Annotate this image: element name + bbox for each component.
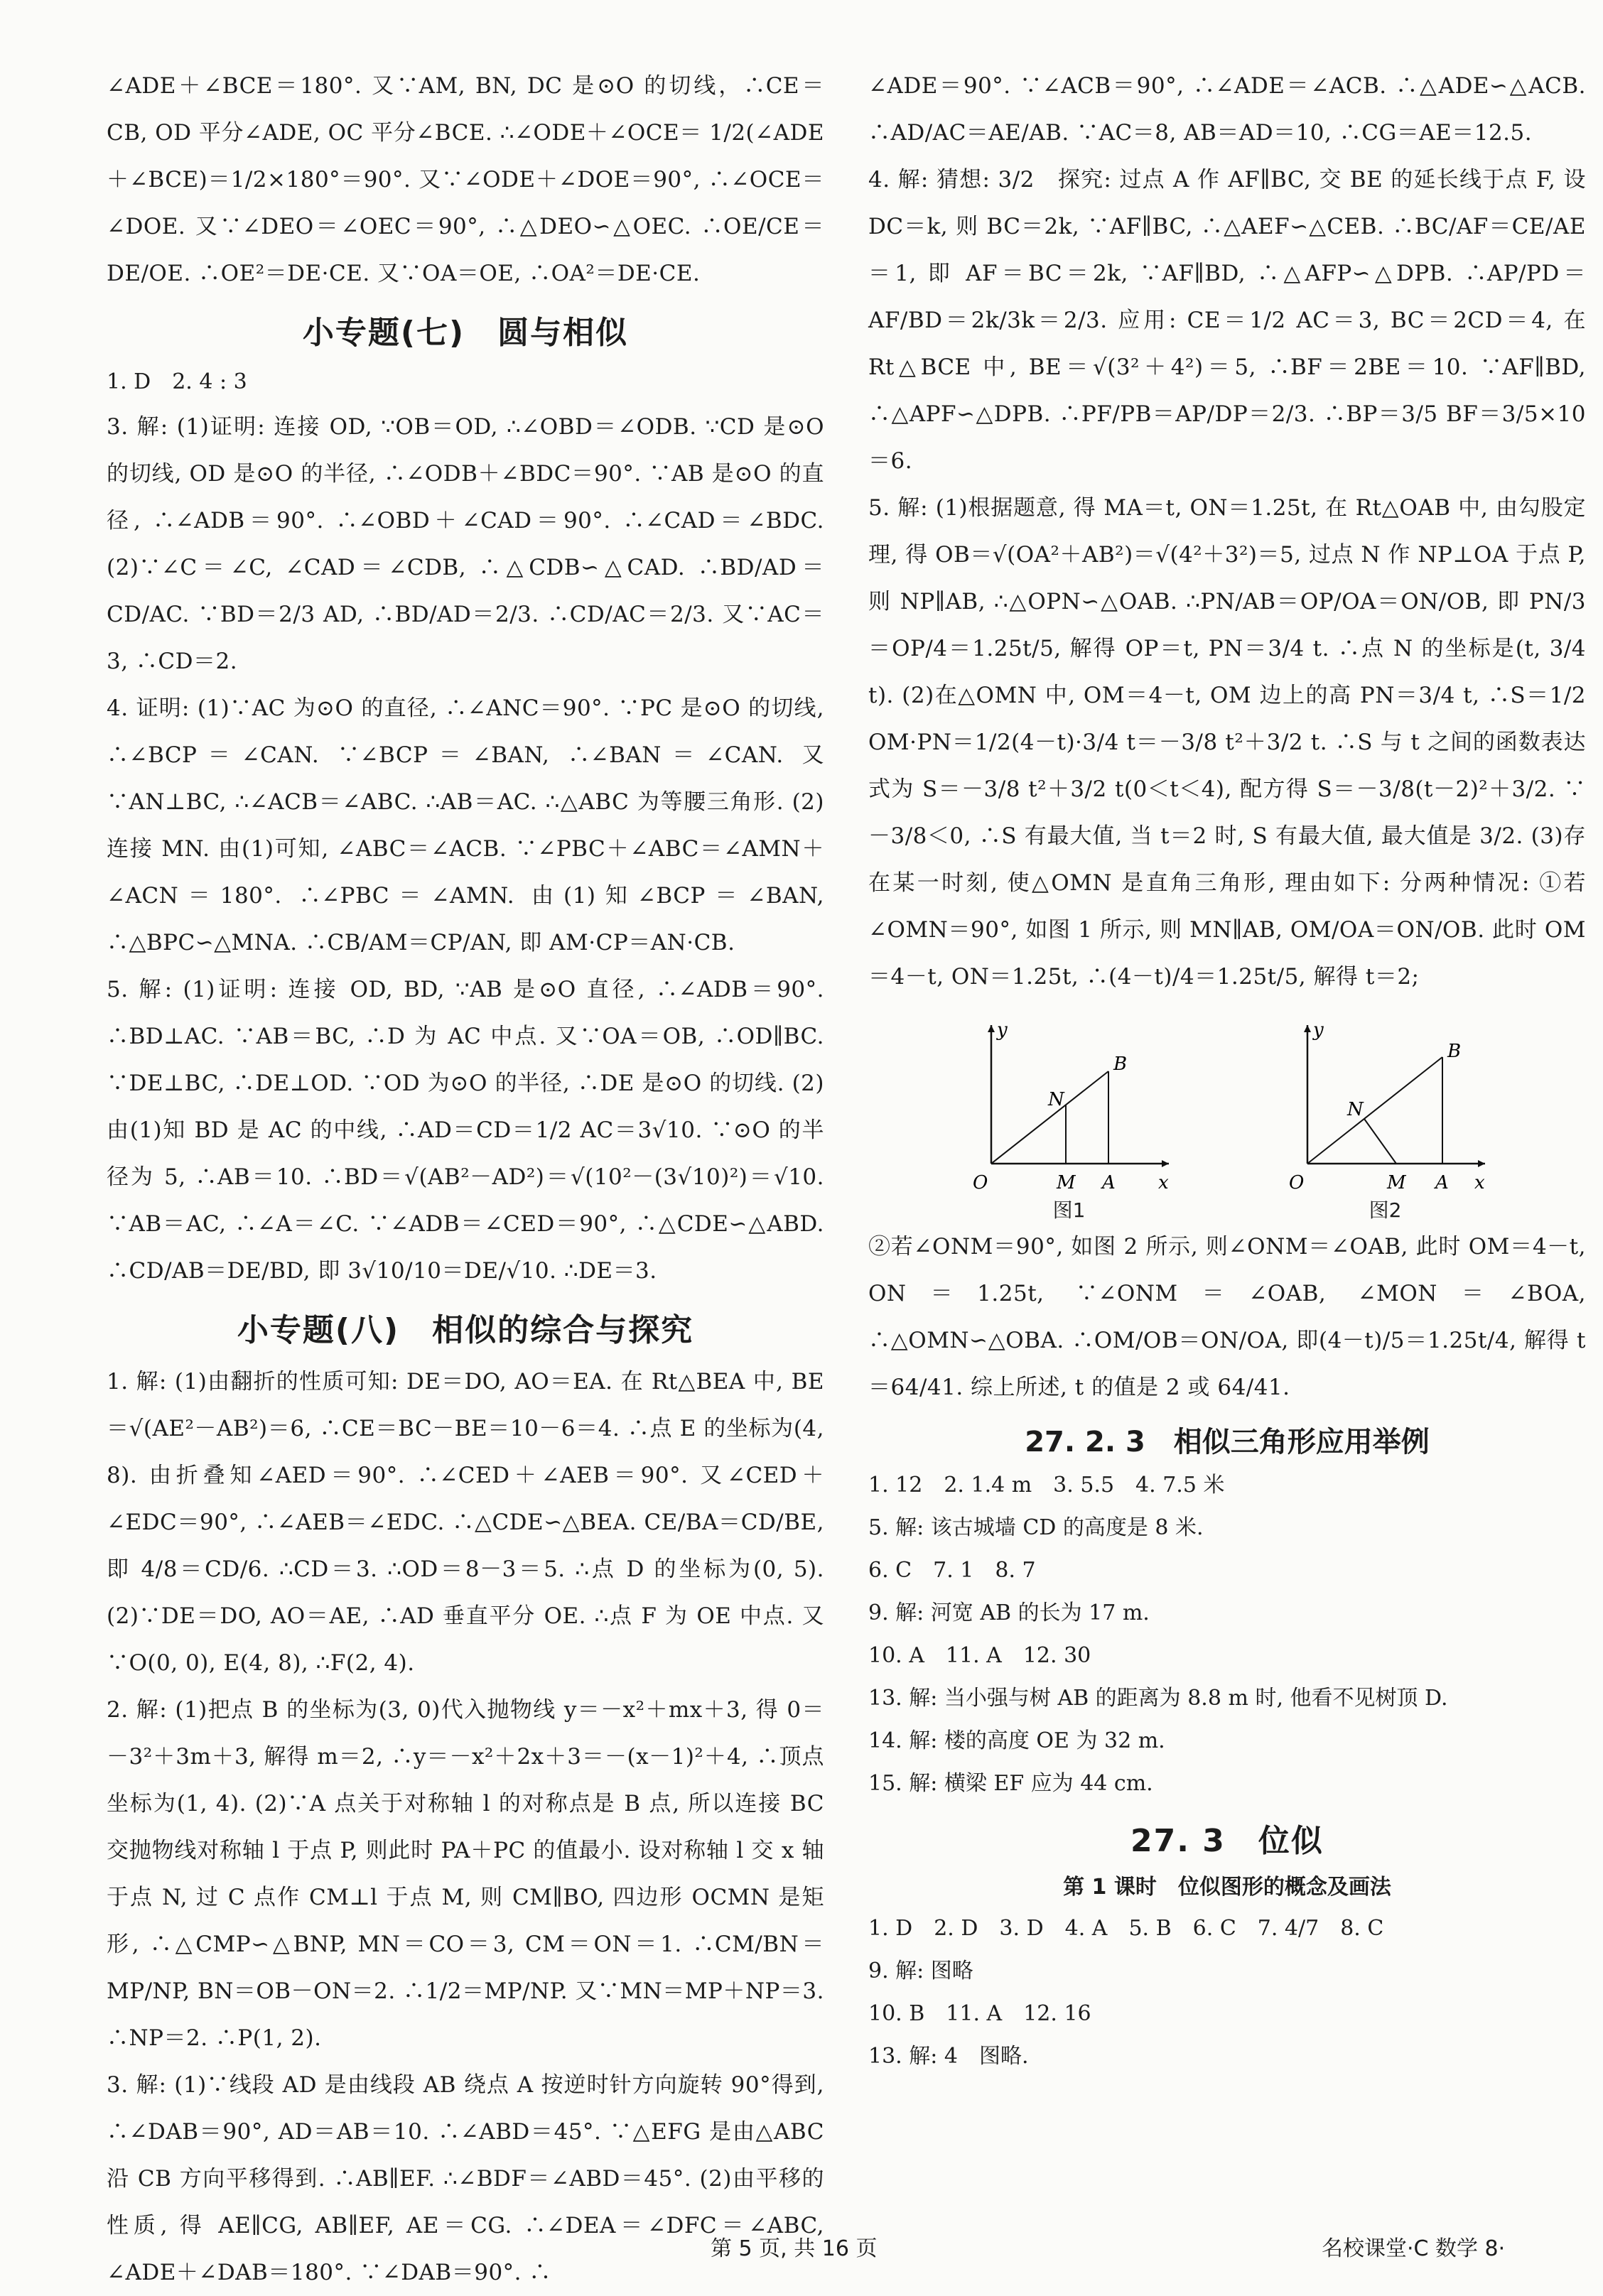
section-heading-8: 小专题(八) 相似的综合与探究 (237, 1312, 694, 1348)
figure-2 (1258, 1014, 1513, 1223)
paragraph: ∠ADE＋∠BCE＝180°. 又∵AM, BN, DC 是⊙O 的切线，∴CE＝CB, OD 平分∠ADE, OC 平分∠BCE. ∴∠ODE＋∠OCE＝ 1/2(∠ADE＋∠BCE)＝1/2×180°＝90°. 又∵∠ODE＋∠DOE＝90°, ∴∠OCE＝∠DOE. 又∵∠DEO＝∠OEC＝90°, ∴△DEO∽△OEC. ∴OE/CE＝DE/OE. ∴OE²＝DE·CE. 又∵OA＝OE, ∴OA²＝DE·CE. (107, 73, 824, 286)
answer-line: 14. 解: 楼的高度 OE 为 32 m. (868, 1728, 1165, 1753)
paragraph: 4. 解: 猜想: 3/2 探究: 过点 A 作 AF∥BC, 交 BE 的延长线于点 F, 设 DC＝k, 则 BC＝2k, ∵AF∥BC, ∴△AEF∽△CEB. ∴BC/AF＝CE/AE＝1, 即 AF＝BC＝2k, ∵AF∥BD, ∴△AFP∽△DPB. ∴AP/PD＝AF/BD＝2k/3k＝2/3. 应用: CE＝1/2 AC＝3, BC＝2CD＝4, 在 Rt△BCE 中, BE＝√(3²＋4²)＝5, ∴BF＝2BE＝10. ∵AF∥BD, ∴△APF∽△DPB. ∴PF/PB＝AP/DP＝2/3. ∴BP＝3/5 BF＝3/5×10＝6. (868, 167, 1586, 474)
lesson-heading: 第 1 课时 位似图形的概念及画法 (1063, 1875, 1391, 1900)
paragraph: 2. 解: (1)把点 B 的坐标为(3, 0)代入抛物线 y＝－x²＋mx＋3, 得 0＝－3²＋3m＋3, 解得 m＝2, ∴y＝－x²＋2x＋3＝－(x－1)²＋4, ∴顶点坐标为(1, 4). (2)∵A 点关于对称轴 l 的对称点是 B 点, 所以连接 BC 交抛物线对称轴 l 于点 P, 则此时 PA＋PC 的值最小. 设对称轴 l 交 x 轴于点 N, 过 C 点作 CM⊥l 于点 M, 则 CM∥BO, 四边形 OCMN 是矩形, ∴△CMP∽△BNP, MN＝CO＝3, CM＝ON＝1. ∴CM/BN＝MP/NP, BN＝OB－ON＝2. ∴1/2＝MP/NP. 又∵MN＝MP＋NP＝3. ∴NP＝2. ∴P(1, 2). (107, 1697, 824, 2051)
paragraph: 5. 解: (1)证明: 连接 OD, BD, ∵AB 是⊙O 直径, ∴∠ADB＝90°. ∴BD⊥AC. ∵AB＝BC, ∴D 为 AC 中点. 又∵OA＝OB, ∴OD∥BC. ∵DE⊥BC, ∴DE⊥OD. ∵OD 为⊙O 的半径, ∴DE 是⊙O 的切线. (2)由(1)知 BD 是 AC 的中线, ∴AD＝CD＝1/2 AC＝3√10. ∵⊙O 的半径为 5, ∴AB＝10. ∴BD＝√(AB²－AD²)＝√(10²－(3√10)²)＝√10. ∵AB＝AC, ∴∠A＝∠C. ∵∠ADB＝∠CED＝90°, ∴△CDE∽△ABD. ∴CD/AB＝DE/BD, 即 3√10/10＝DE/√10. ∴DE＝3. (107, 977, 824, 1284)
left-column (107, 63, 824, 2296)
figure-2-caption: 图2 (1369, 1198, 1402, 1222)
paragraph: ∠ADE＝90°. ∵∠ACB＝90°, ∴∠ADE＝∠ACB. ∴△ADE∽△ACB. ∴AD/AC＝AE/AB. ∵AC＝8, AB＝AD＝10, ∴CG＝AE＝12.5. (868, 73, 1586, 146)
brand-label: 名校课堂·C 数学 8· (1322, 2236, 1506, 2261)
answer-line: 10. A 11. A 12. 30 (868, 1643, 1091, 1668)
paragraph: ②若∠ONM＝90°, 如图 2 所示, 则∠ONM＝∠OAB, 此时 OM＝4－t, ON＝1.25t, ∵∠ONM＝∠OAB, ∠MON＝∠BOA, ∴△OMN∽△OBA. ∴OM/OB＝ON/OA, 即(4－t)/5＝1.25t/4, 解得 t＝64/41. 综上所述, t 的值是 2 或 64/41. (868, 1234, 1586, 1400)
paragraph: 5. 解: (1)根据题意, 得 MA＝t, ON＝1.25t, 在 Rt△OAB 中, 由勾股定理, 得 OB＝√(OA²＋AB²)＝√(4²＋3²)＝5, 过点 N 作 NP⊥OA 于点 P, 则 NP∥AB, ∴△OPN∽△OAB. ∴PN/AB＝OP/OA＝ON/OB, 即 PN/3＝OP/4＝1.25t/5, 解得 OP＝t, PN＝3/4 t. ∴点 N 的坐标是(t, 3/4 t). (2)在△OMN 中, OM＝4－t, OM 边上的高 PN＝3/4 t, ∴S＝1/2 OM·PN＝1/2(4－t)·3/4 t＝－3/8 t²＋3/2 t. ∴S 与 t 之间的函数表达式为 S＝－3/8 t²＋3/2 t(0＜t＜4), 配方得 S＝－3/8(t－2)²＋3/2. ∵－3/8＜0, ∴S 有最大值, 当 t＝2 时, S 有最大值, 最大值是 3/2. (3)存在某一时刻, 使△OMN 是直角三角形, 理由如下: 分两种情况: ①若∠OMN＝90°, 如图 1 所示, 则 MN∥AB, OM/OA＝ON/OB. 此时 OM＝4－t, ON＝1.25t, ∴(4－t)/4＝1.25t/5, 解得 t＝2; (868, 495, 1586, 990)
fig2-label-N: N (1346, 1099, 1364, 1120)
paragraph: 3. 解: (1)∵线段 AD 是由线段 AB 绕点 A 按逆时针方向旋转 90°得到, ∴∠DAB＝90°, AD＝AB＝10. ∴∠ABD＝45°. ∵△EFG 是由△ABC 沿 CB 方向平移得到. ∴AB∥EF. ∴∠BDF＝∠ABD＝45°. (2)由平移的性质, 得 AE∥CG, AB∥EF, AE＝CG. ∴∠DEA＝∠DFC＝∠ABC, ∠ADE＋∠DAB＝180°. ∵∠DAB＝90°. ∴ (107, 2072, 824, 2285)
figure-1-caption: 图1 (1052, 1198, 1086, 1222)
figure-1 (941, 1014, 1197, 1223)
answer-line: 10. B 11. A 12. 16 (868, 2001, 1091, 2026)
right-column (868, 63, 1586, 2078)
section-heading-27-3: 27. 3 位似 (1130, 1823, 1324, 1859)
fig1-label-A: A (1101, 1172, 1116, 1193)
fig2-label-M: M (1386, 1172, 1406, 1193)
paragraph: 4. 证明: (1)∵AC 为⊙O 的直径, ∴∠ANC＝90°. ∵PC 是⊙O 的切线, ∴∠BCP＝∠CAN. ∵∠BCP＝∠BAN, ∴∠BAN＝∠CAN. 又∵AN⊥BC, ∴∠ACB＝∠ABC. ∴AB＝AC. ∴△ABC 为等腰三角形. (2)连接 MN. 由(1)可知, ∠ABC＝∠ACB. ∵∠PBC＋∠ABC＝∠AMN＋∠ACN＝180°. ∴∠PBC＝∠AMN. 由(1)知∠BCP＝∠BAN, ∴△BPC∽△MNA. ∴CB/AM＝CP/AN, 即 AM·CP＝AN·CB. (107, 695, 824, 955)
fig1-label-y: y (996, 1019, 1008, 1041)
figure-2-diagram (1279, 1014, 1492, 1199)
answer-line: 9. 解: 图略 (868, 1959, 973, 1983)
fig1-label-B: B (1113, 1054, 1127, 1075)
fig1-label-N: N (1047, 1089, 1064, 1110)
page-number: 第 5 页, 共 16 页 (711, 2236, 878, 2261)
section-heading-27-2-3: 27. 2. 3 相似三角形应用举例 (1025, 1426, 1430, 1458)
fig1-label-M: M (1056, 1172, 1076, 1193)
fig1-label-O: O (972, 1172, 988, 1193)
fig2-label-O: O (1288, 1172, 1304, 1193)
answer-line: 9. 解: 河宽 AB 的长为 17 m. (868, 1601, 1150, 1625)
fig2-label-x: x (1474, 1172, 1485, 1193)
fig2-label-y: y (1312, 1019, 1324, 1041)
section-heading-7: 小专题(七) 圆与相似 (302, 315, 629, 351)
answer-line: 6. C 7. 1 8. 7 (868, 1558, 1036, 1583)
figures (868, 1000, 1586, 1223)
figure-1-diagram (963, 1014, 1176, 1199)
answer-line: 1. 12 2. 1.4 m 3. 5.5 4. 7.5 米 (868, 1473, 1225, 1498)
answer-line: 1. D 2. 4 : 3 (107, 369, 247, 394)
fig2-label-A: A (1435, 1172, 1449, 1193)
answer-line: 13. 解: 4 图略. (868, 2044, 1029, 2069)
answer-line: 1. D 2. D 3. D 4. A 5. B 6. C 7. 4/7 8. C (868, 1916, 1384, 1941)
paragraph: 3. 解: (1)证明: 连接 OD, ∵OB＝OD, ∴∠OBD＝∠ODB. ∵CD 是⊙O 的切线, OD 是⊙O 的半径, ∴∠ODB＋∠BDC＝90°. ∵AB 是⊙O 的直径, ∴∠ADB＝90°. ∴∠OBD＋∠CAD＝90°. ∴∠CAD＝∠BDC. (2)∵∠C＝∠C, ∠CAD＝∠CDB, ∴△CDB∽△CAD. ∴BD/AD＝CD/AC. ∵BD＝2/3 AD, ∴BD/AD＝2/3. ∴CD/AC＝2/3. 又∵AC＝3, ∴CD＝2. (107, 414, 824, 674)
answer-line: 5. 解: 该古城墙 CD 的高度是 8 米. (868, 1515, 1204, 1540)
fig2-label-B: B (1447, 1041, 1461, 1062)
fig1-label-x: x (1157, 1172, 1169, 1193)
answer-line: 13. 解: 当小强与树 AB 的距离为 8.8 m 时, 他看不见树顶 D. (868, 1686, 1448, 1711)
paragraph: 1. 解: (1)由翻折的性质可知: DE＝DO, AO＝EA. 在 Rt△BEA 中, BE＝√(AE²－AB²)＝6, ∴CE＝BC－BE＝10－6＝4. ∴点 E 的坐标为(4, 8). 由折叠知∠AED＝90°. ∴∠CED＋∠AEB＝90°. 又∠CED＋∠EDC＝90°, ∴∠AEB＝∠EDC. ∴△CDE∽△BEA. CE/BA＝CD/BE, 即 4/8＝CD/6. ∴CD＝3. ∴OD＝8－3＝5. ∴点 D 的坐标为(0, 5). (2)∵DE＝DO, AO＝AE, ∴AD 垂直平分 OE. ∴点 F 为 OE 中点. 又∵O(0, 0), E(4, 8), ∴F(2, 4). (107, 1369, 824, 1676)
answer-line: 15. 解: 横梁 EF 应为 44 cm. (868, 1771, 1153, 1796)
